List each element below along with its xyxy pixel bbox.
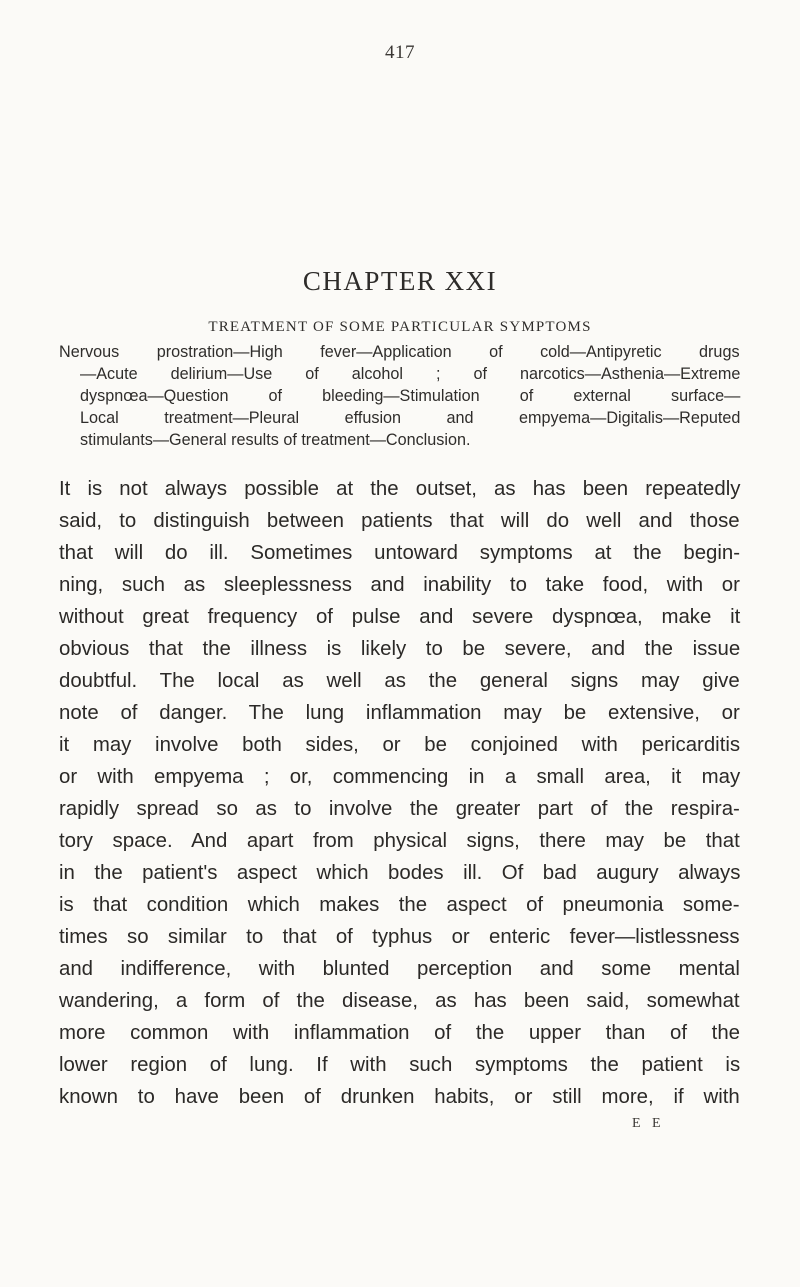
page-number: 417: [385, 42, 415, 63]
chapter-title: CHAPTER XXI: [302, 266, 498, 296]
synopsis-line: stimulants—General results of treatment—Conclusion.: [80, 431, 471, 449]
body-line: and indifference, with blunted perception and some mental: [59, 958, 740, 980]
body-line: note of danger. The lung inflammation may be extensive, or: [59, 702, 740, 724]
body-line: tory space. And apart from physical signs, there may be that: [59, 830, 740, 852]
body-line: doubtful. The local as well as the general signs may give: [59, 670, 740, 692]
body-line: said, to distinguish between patients that will do well and those: [59, 510, 740, 532]
body-line: that will do ill. Sometimes untoward symptoms at the begin-: [59, 542, 741, 564]
body-line: obvious that the illness is likely to be severe, and the issue: [59, 638, 741, 660]
synopsis-line: dyspnœa—Question of bleeding—Stimulation of external surface—: [80, 387, 741, 405]
body-line: more common with inflammation of the upper than of the: [59, 1022, 741, 1044]
synopsis-line: Local treatment—Pleural effusion and empyema—Digitalis—Reputed: [80, 409, 741, 427]
body-line: wandering, a form of the disease, as has been said, somewhat: [59, 990, 740, 1012]
body-line: is that condition which makes the aspect of pneumonia some-: [59, 894, 740, 916]
body-line: in the patient's aspect which bodes ill. Of bad augury always: [59, 862, 741, 884]
body-line: lower region of lung. If with such symptoms the patient is: [59, 1054, 741, 1076]
synopsis-line: Nervous prostration—High fever—Application of cold—Antipyretic drugs: [59, 343, 740, 361]
signature-mark: E E: [632, 1116, 665, 1131]
body-line: or with empyema ; or, commencing in a small area, it may: [59, 766, 741, 788]
body-line: known to have been of drunken habits, or still more, if with: [59, 1086, 740, 1108]
body-line: without great frequency of pulse and severe dyspnœa, make it: [59, 606, 741, 628]
body-line: It is not always possible at the outset, as has been repeatedly: [59, 478, 741, 500]
body-line: rapidly spread so as to involve the greater part of the respira-: [59, 798, 740, 820]
body-line: times so similar to that of typhus or enteric fever—listlessness: [59, 926, 740, 948]
body-line: ning, such as sleeplessness and inability to take food, with or: [59, 574, 740, 596]
synopsis-line: —Acute delirium—Use of alcohol ; of narcotics—Asthenia—Extreme: [80, 365, 741, 383]
chapter-subtitle: TREATMENT OF SOME PARTICULAR SYMPTOMS: [208, 319, 592, 335]
body-line: it may involve both sides, or be conjoined with pericarditis: [59, 734, 741, 756]
